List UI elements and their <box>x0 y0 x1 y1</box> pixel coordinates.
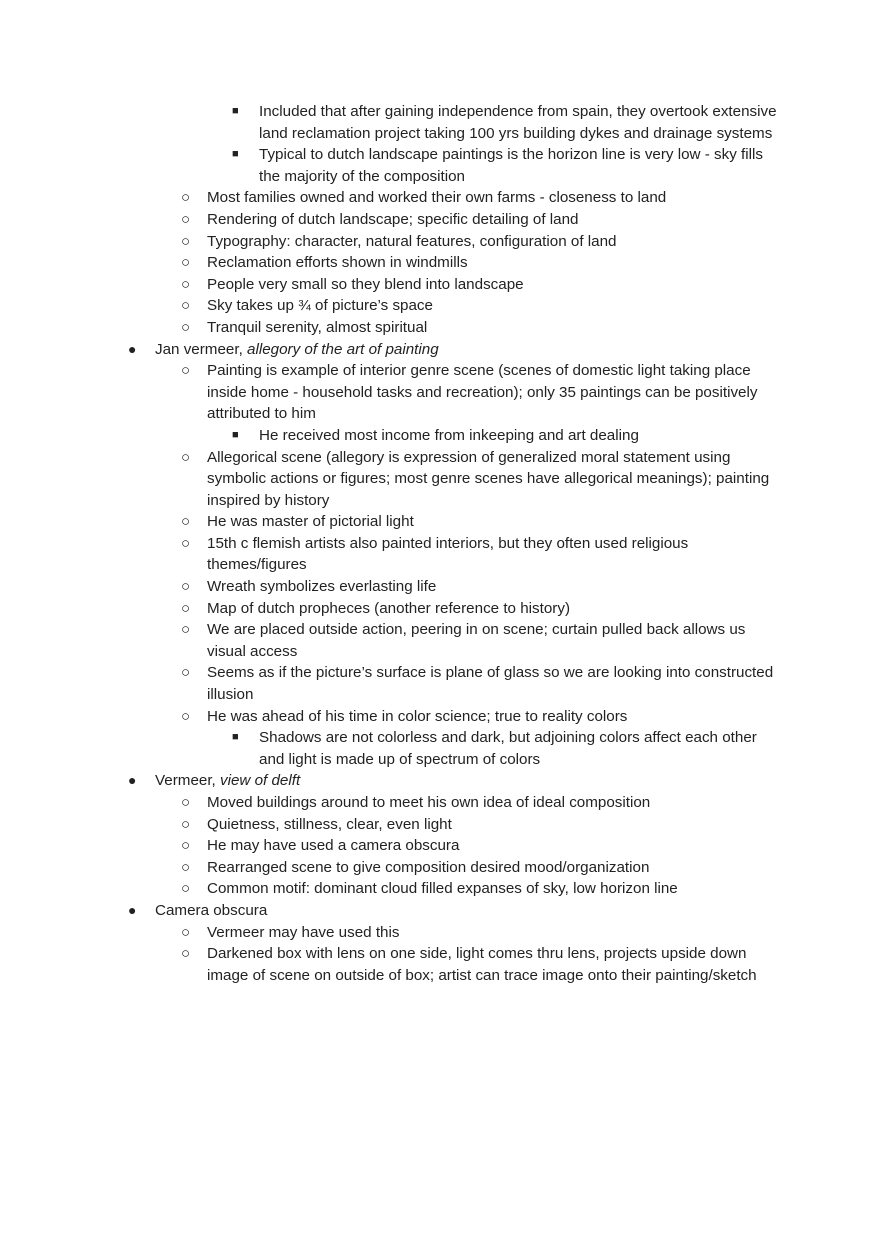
list-item <box>0 360 880 425</box>
list-item-text: Reclamation efforts shown in windmills <box>207 254 468 272</box>
circle-bullet-icon: ○ <box>181 945 191 963</box>
circle-bullet-icon: ○ <box>181 858 191 876</box>
list-item <box>0 317 880 339</box>
list-item <box>0 943 880 986</box>
section-heading: Camera obscura <box>155 901 268 919</box>
list-item <box>0 857 880 879</box>
list-item <box>0 231 880 253</box>
heading-plain: Jan vermeer, <box>155 340 248 358</box>
square-bullet-icon: ■ <box>232 148 239 161</box>
list-item-text: Moved buildings around to meet his own idea of ideal composition <box>207 794 651 811</box>
disc-bullet-icon: ● <box>128 901 137 918</box>
list-item-text: 15th c flemish artists also painted interiors, but they often used religious themes/figures <box>207 534 689 574</box>
list-item <box>0 425 880 447</box>
list-item <box>0 252 880 274</box>
list-item <box>0 533 880 576</box>
section-heading <box>155 339 775 361</box>
disc-bullet-icon: ● <box>128 340 137 357</box>
list-item-text: Rendering of dutch landscape; specific detailing of land <box>207 210 579 228</box>
list-item-text: He may have used a camera obscura <box>207 837 460 855</box>
list-item <box>0 814 880 836</box>
list-item <box>0 792 880 814</box>
list-item-text: He was ahead of his time in color science; true to reality colors <box>207 707 628 725</box>
circle-bullet-icon: ○ <box>181 794 191 811</box>
circle-bullet-icon: ○ <box>181 880 191 898</box>
artwork-title: view of delft <box>220 772 301 790</box>
list-item-text: Quietness, stillness, clear, even light <box>207 815 452 833</box>
list-item-text: Seems as if the picture’s surface is plane of glass so we are looking into constructed illusion <box>207 664 774 704</box>
circle-bullet-icon: ○ <box>181 534 191 552</box>
circle-bullet-icon: ○ <box>181 923 191 941</box>
list-item-text: Included that after gaining independence from spain, they overtook extensive land reclamation project taking 100 yrs building dykes and drainage systems <box>259 103 777 142</box>
list-item <box>0 511 880 533</box>
list-item <box>0 447 880 512</box>
circle-bullet-icon: ○ <box>181 707 191 725</box>
list-item-text: Wreath symbolizes everlasting life <box>207 578 437 596</box>
list-item-text: Painting is example of interior genre scene (scenes of domestic light taking place inside home - household tasks and recreation); only 35 paintings can be positively attributed to him <box>207 362 758 423</box>
list-item <box>0 295 880 317</box>
list-item-text: Allegorical scene (allegory is expression of generalized moral statement using symbolic actions or figures; most genre scenes have allegorical meanings); painting inspired by history <box>207 448 770 509</box>
list-item-text: Map of dutch propheces (another reference to history) <box>207 599 571 617</box>
list-item <box>0 187 880 209</box>
circle-bullet-icon: ○ <box>181 513 191 531</box>
list-item-text: Sky takes up ¾ of picture’s space <box>207 297 433 315</box>
circle-bullet-icon: ○ <box>181 275 191 293</box>
list-item-text: We are placed outside action, peering in on scene; curtain pulled back allows us visual access <box>207 621 746 660</box>
list-item <box>0 274 880 296</box>
circle-bullet-icon: ○ <box>181 210 191 228</box>
list-item-text: Darkened box with lens on one side, light comes thru lens, projects upside down image of scene on outside of box; artist can trace image onto their painting/sketch <box>207 945 757 984</box>
circle-bullet-icon: ○ <box>181 599 191 617</box>
circle-bullet-icon: ○ <box>181 837 191 855</box>
artwork-title: allegory of the art of painting <box>247 340 439 358</box>
square-bullet-icon: ■ <box>232 731 239 744</box>
section-heading-item <box>0 770 880 792</box>
circle-bullet-icon: ○ <box>181 815 191 833</box>
circle-bullet-icon: ○ <box>181 578 191 596</box>
list-item <box>0 835 880 857</box>
notes-content <box>0 101 880 986</box>
section-heading-item <box>0 339 880 361</box>
circle-bullet-icon: ○ <box>181 318 191 336</box>
list-item <box>0 598 880 620</box>
list-item <box>0 144 880 187</box>
list-item <box>0 576 880 598</box>
heading-plain: Vermeer, <box>155 772 220 790</box>
list-item <box>0 101 880 144</box>
circle-bullet-icon: ○ <box>181 664 191 682</box>
list-item <box>0 922 880 944</box>
square-bullet-icon: ■ <box>232 428 239 441</box>
list-item-text: Shadows are not colorless and dark, but adjoining colors affect each other and light is made up of spectrum of colors <box>259 729 757 768</box>
list-item-text: Typography: character, natural features, configuration of land <box>207 232 617 250</box>
circle-bullet-icon: ○ <box>181 189 191 207</box>
list-item-text: Vermeer may have used this <box>207 923 400 941</box>
list-item <box>0 727 880 770</box>
list-item-text: Rearranged scene to give composition desired mood/organization <box>207 858 650 876</box>
list-item <box>0 619 880 662</box>
circle-bullet-icon: ○ <box>181 297 191 315</box>
list-item <box>0 706 880 728</box>
disc-bullet-icon: ● <box>128 772 137 789</box>
list-item <box>0 209 880 231</box>
list-item-text: Typical to dutch landscape paintings is the horizon line is very low - sky fills the majority of the composition <box>259 146 763 185</box>
list-item-text: Most families owned and worked their own farms - closeness to land <box>207 189 667 207</box>
section-heading <box>155 770 775 792</box>
square-bullet-icon: ■ <box>232 105 239 117</box>
list-item-text: He received most income from inkeeping and art dealing <box>259 426 639 444</box>
circle-bullet-icon: ○ <box>181 621 191 639</box>
circle-bullet-icon: ○ <box>181 254 191 272</box>
list-item-text: People very small so they blend into landscape <box>207 275 524 293</box>
circle-bullet-icon: ○ <box>181 232 191 250</box>
list-item <box>0 662 880 705</box>
list-item-text: Common motif: dominant cloud filled expanses of sky, low horizon line <box>207 880 678 898</box>
section-heading-item <box>0 900 880 922</box>
list-item-text: He was master of pictorial light <box>207 513 414 531</box>
list-item <box>0 878 880 900</box>
list-item-text: Tranquil serenity, almost spiritual <box>207 318 428 336</box>
circle-bullet-icon: ○ <box>181 448 191 466</box>
circle-bullet-icon: ○ <box>181 362 191 380</box>
